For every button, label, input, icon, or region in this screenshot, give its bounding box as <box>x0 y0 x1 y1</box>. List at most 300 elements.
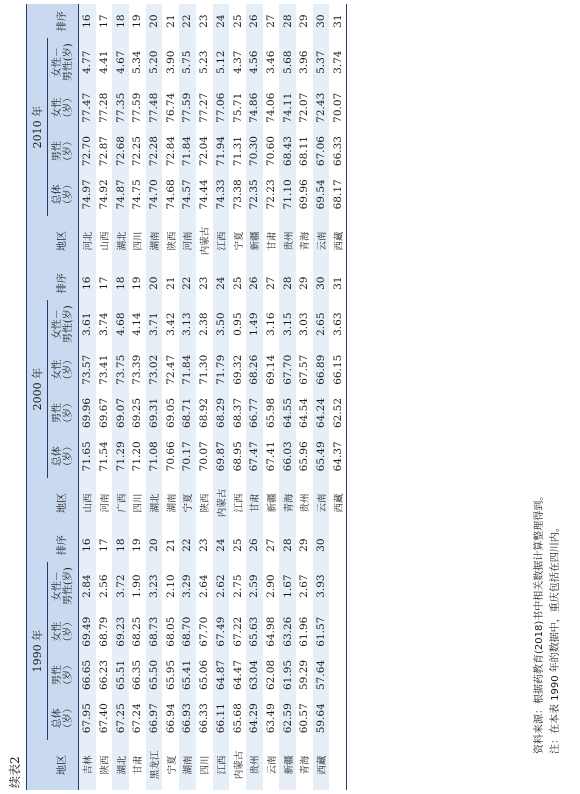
column-header: 男性 （岁） <box>48 653 79 696</box>
value-cell: 68.37 <box>231 397 244 429</box>
value-cell: 5.12 <box>213 38 230 86</box>
value-cell: 74.06 <box>264 92 277 123</box>
value-cell: 29 <box>298 14 311 28</box>
value-cell: 65.50 <box>146 653 163 696</box>
region-cell: 河北 <box>79 216 96 266</box>
value-cell: 62.08 <box>264 659 277 690</box>
value-cell: 69.54 <box>313 173 330 216</box>
column-header: 地区 <box>48 740 79 790</box>
value-cell: 2.75 <box>231 574 244 598</box>
year-group-title: 2010 年 <box>27 38 48 216</box>
value-cell: 71.10 <box>279 173 296 216</box>
value-cell: 18 <box>112 528 129 562</box>
value-cell: 70.07 <box>198 441 211 472</box>
region-cell: 湖南 <box>179 740 196 790</box>
value-cell: 3.13 <box>179 300 196 348</box>
column-header: 女性－ 男性(岁) <box>48 300 79 348</box>
value-cell: 69.31 <box>146 391 163 434</box>
column-header: 女性 （岁） <box>48 348 79 391</box>
value-cell: 1.49 <box>246 300 263 348</box>
value-cell: 4.14 <box>131 312 144 336</box>
table-row <box>313 4 330 790</box>
value-cell: 67.70 <box>279 348 296 391</box>
value-cell: 23 <box>198 276 211 290</box>
value-cell: 72.07 <box>298 92 311 123</box>
value-cell: 74.92 <box>98 179 111 210</box>
value-cell: 76.74 <box>164 92 177 123</box>
column-header: 地区 <box>48 478 79 528</box>
value-cell: 68.17 <box>331 179 344 210</box>
value-cell: 3.42 <box>164 312 177 336</box>
value-cell: 73.75 <box>112 348 129 391</box>
life-expectancy-table <box>26 4 347 790</box>
value-cell: 70.30 <box>246 129 263 172</box>
value-cell: 71.30 <box>198 354 211 385</box>
region-cell: 湖南 <box>166 493 178 513</box>
value-cell: 77.59 <box>179 86 196 129</box>
value-cell <box>329 653 346 696</box>
year-group-title: 1990 年 <box>27 562 48 740</box>
value-cell: 3.15 <box>279 300 296 348</box>
value-cell: 28 <box>279 4 296 38</box>
value-cell: 67.47 <box>246 435 263 478</box>
value-cell: 24 <box>213 266 230 300</box>
value-cell: 64.54 <box>298 397 311 429</box>
value-cell: 68.29 <box>213 391 230 434</box>
table-row <box>179 4 196 790</box>
value-cell: 67.25 <box>112 697 129 740</box>
region-cell: 贵州 <box>246 740 263 790</box>
value-cell: 74.44 <box>198 179 211 210</box>
region-cell: 甘肃 <box>266 231 278 251</box>
value-cell: 66.23 <box>98 659 111 690</box>
value-cell: 25 <box>231 538 244 552</box>
value-cell: 68.73 <box>146 610 163 653</box>
value-cell: 69.07 <box>112 391 129 434</box>
region-cell: 云南 <box>266 755 278 775</box>
value-cell: 69.96 <box>298 179 311 210</box>
value-cell: 68.92 <box>198 397 211 429</box>
value-cell: 67.57 <box>298 354 311 385</box>
value-cell: 71.31 <box>231 136 244 167</box>
value-cell: 73.02 <box>146 348 163 391</box>
value-cell: 66.94 <box>164 703 177 734</box>
region-cell: 山西 <box>79 478 96 528</box>
value-cell: 1.67 <box>279 562 296 610</box>
header-spacer <box>27 528 48 562</box>
value-cell: 2.64 <box>198 574 211 598</box>
table-row <box>162 4 179 790</box>
region-cell: 宁夏 <box>166 755 178 775</box>
value-cell: 2.67 <box>298 574 311 598</box>
value-cell: 64.37 <box>331 441 344 472</box>
region-cell <box>329 740 346 790</box>
region-cell: 广西 <box>112 478 129 528</box>
value-cell: 2.59 <box>246 562 263 610</box>
value-cell: 21 <box>164 14 177 28</box>
value-cell: 66.93 <box>179 697 196 740</box>
region-cell: 甘肃 <box>133 755 145 775</box>
value-cell: 4.68 <box>112 300 129 348</box>
value-cell: 74.11 <box>279 86 296 129</box>
column-header: 女性－ 男性(岁) <box>48 38 79 86</box>
header-row-columns <box>48 4 79 790</box>
value-cell: 62.52 <box>331 397 344 429</box>
value-cell: 70.17 <box>179 435 196 478</box>
region-cell: 新疆 <box>266 493 278 513</box>
region-cell: 云南 <box>313 478 330 528</box>
region-cell: 陕西 <box>100 755 112 775</box>
value-cell: 64.29 <box>246 697 263 740</box>
region-cell: 宁夏 <box>179 478 196 528</box>
value-cell: 3.74 <box>98 312 111 336</box>
value-cell: 69.14 <box>264 354 277 385</box>
value-cell: 3.03 <box>298 312 311 336</box>
value-cell: 63.49 <box>264 703 277 734</box>
value-cell: 70.07 <box>331 92 344 123</box>
table-row <box>129 4 146 790</box>
value-cell: 63.04 <box>246 653 263 696</box>
value-cell: 61.57 <box>313 610 330 653</box>
value-cell: 67.41 <box>264 441 277 472</box>
value-cell: 16 <box>79 4 96 38</box>
value-cell: 4.56 <box>246 38 263 86</box>
value-cell: 69.87 <box>213 435 230 478</box>
value-cell: 69.96 <box>79 391 96 434</box>
value-cell: 30 <box>313 4 330 38</box>
value-cell: 3.50 <box>213 300 230 348</box>
header-row-years <box>27 4 48 790</box>
value-cell: 66.89 <box>313 348 330 391</box>
region-cell: 西藏 <box>333 493 345 513</box>
value-cell: 71.29 <box>112 435 129 478</box>
value-cell: 28 <box>279 266 296 300</box>
value-cell: 66.35 <box>131 659 144 690</box>
value-cell: 22 <box>179 266 196 300</box>
column-header: 女性 （岁） <box>48 610 79 653</box>
value-cell: 24 <box>213 528 230 562</box>
region-cell: 四川 <box>200 755 212 775</box>
value-cell: 68.79 <box>98 616 111 647</box>
table-row <box>196 4 213 790</box>
value-cell: 72.04 <box>198 136 211 167</box>
value-cell: 2.38 <box>198 312 211 336</box>
value-cell: 68.05 <box>164 616 177 647</box>
value-cell: 0.95 <box>231 312 244 336</box>
value-cell: 74.86 <box>246 86 263 129</box>
value-cell: 72.23 <box>264 179 277 210</box>
region-cell: 贵州 <box>279 216 296 266</box>
region-cell: 吉林 <box>79 740 96 790</box>
value-cell: 4.37 <box>231 50 244 74</box>
header-spacer <box>27 266 48 300</box>
value-cell: 69.67 <box>98 397 111 429</box>
value-cell: 2.90 <box>264 574 277 598</box>
value-cell: 29 <box>298 538 311 552</box>
value-cell: 5.68 <box>279 38 296 86</box>
table-caption: 续表2 <box>8 756 22 788</box>
value-cell: 77.48 <box>146 86 163 129</box>
value-cell: 26 <box>246 266 263 300</box>
value-cell: 66.33 <box>198 703 211 734</box>
value-cell: 17 <box>98 14 111 28</box>
column-header: 排序 <box>48 4 79 38</box>
region-cell: 江西 <box>233 493 245 513</box>
value-cell: 73.39 <box>131 354 144 385</box>
table-row <box>246 4 263 790</box>
value-cell: 73.57 <box>79 348 96 391</box>
value-cell: 3.46 <box>264 50 277 74</box>
value-cell: 31 <box>331 14 344 28</box>
column-header: 女性－ 男性(岁) <box>48 562 79 610</box>
value-cell: 66.65 <box>79 653 96 696</box>
region-cell: 四川 <box>133 493 145 513</box>
region-cell: 四川 <box>133 231 145 251</box>
value-cell <box>329 610 346 653</box>
value-cell: 25 <box>231 14 244 28</box>
value-cell: 71.84 <box>179 129 196 172</box>
value-cell: 72.47 <box>164 354 177 385</box>
value-cell: 65.95 <box>164 659 177 690</box>
table-row <box>279 4 296 790</box>
value-cell: 71.20 <box>131 441 144 472</box>
region-cell: 青海 <box>279 478 296 528</box>
value-cell: 5.37 <box>313 38 330 86</box>
value-cell: 66.33 <box>331 136 344 167</box>
value-cell: 77.06 <box>213 86 230 129</box>
value-cell: 27 <box>264 276 277 290</box>
value-cell: 71.79 <box>213 348 230 391</box>
table-row <box>96 4 113 790</box>
region-cell: 江西 <box>213 740 230 790</box>
region-cell: 青海 <box>300 755 312 775</box>
region-cell: 河南 <box>179 216 196 266</box>
value-cell: 68.71 <box>179 391 196 434</box>
value-cell: 23 <box>198 538 211 552</box>
value-cell: 72.68 <box>112 129 129 172</box>
value-cell: 26 <box>246 528 263 562</box>
value-cell: 21 <box>164 538 177 552</box>
table-row <box>263 4 280 790</box>
footnote: 注：在本表 1990 年的数据中，重庆包括在四川内。 <box>550 522 561 754</box>
table-row <box>146 4 163 790</box>
value-cell: 59.29 <box>298 659 311 690</box>
value-cell: 19 <box>131 276 144 290</box>
value-cell: 71.08 <box>146 435 163 478</box>
value-cell: 71.94 <box>213 129 230 172</box>
value-cell: 65.63 <box>246 610 263 653</box>
value-cell: 69.25 <box>131 397 144 429</box>
value-cell: 69.05 <box>164 397 177 429</box>
value-cell: 73.41 <box>98 354 111 385</box>
region-cell: 云南 <box>313 216 330 266</box>
value-cell: 74.97 <box>79 173 96 216</box>
value-cell: 74.68 <box>164 179 177 210</box>
value-cell: 5.23 <box>198 50 211 74</box>
column-header: 男性 （岁） <box>48 391 79 434</box>
value-cell: 19 <box>131 538 144 552</box>
table-notes <box>532 491 564 754</box>
value-cell: 71.84 <box>179 348 196 391</box>
region-cell: 湖北 <box>146 478 163 528</box>
value-cell: 4.67 <box>112 38 129 86</box>
value-cell: 77.47 <box>79 86 96 129</box>
region-cell: 新疆 <box>279 740 296 790</box>
value-cell: 72.84 <box>164 136 177 167</box>
value-cell: 77.27 <box>198 92 211 123</box>
value-cell: 77.35 <box>112 86 129 129</box>
value-cell: 68.26 <box>246 348 263 391</box>
value-cell: 64.98 <box>264 616 277 647</box>
value-cell: 68.70 <box>179 610 196 653</box>
value-cell <box>329 697 346 740</box>
value-cell: 2.10 <box>164 574 177 598</box>
region-cell: 西藏 <box>333 231 345 251</box>
value-cell: 74.87 <box>112 173 129 216</box>
value-cell: 68.25 <box>131 616 144 647</box>
value-cell: 69.23 <box>112 610 129 653</box>
value-cell: 71.54 <box>98 441 111 472</box>
region-cell: 湖北 <box>112 740 129 790</box>
value-cell: 16 <box>79 528 96 562</box>
value-cell: 23 <box>198 14 211 28</box>
value-cell: 64.87 <box>213 653 230 696</box>
table-row <box>79 4 96 790</box>
region-cell: 宁夏 <box>233 231 245 251</box>
value-cell: 59.64 <box>313 697 330 740</box>
value-cell: 61.95 <box>279 653 296 696</box>
value-cell: 18 <box>112 266 129 300</box>
value-cell: 64.24 <box>313 391 330 434</box>
value-cell: 3.72 <box>112 562 129 610</box>
column-header: 排序 <box>48 266 79 300</box>
column-header: 总体 （岁） <box>48 435 79 478</box>
table-row <box>329 4 346 790</box>
value-cell: 22 <box>179 528 196 562</box>
value-cell: 77.59 <box>131 92 144 123</box>
value-cell: 61.96 <box>298 616 311 647</box>
column-header: 男性 （岁） <box>48 129 79 172</box>
region-cell: 新疆 <box>246 216 263 266</box>
region-cell: 内蒙古 <box>233 750 245 780</box>
value-cell: 57.64 <box>313 653 330 696</box>
value-cell: 74.70 <box>146 173 163 216</box>
value-cell: 29 <box>298 276 311 290</box>
value-cell: 2.56 <box>98 574 111 598</box>
region-cell: 黑龙江 <box>146 740 163 790</box>
value-cell: 1.90 <box>131 574 144 598</box>
value-cell: 65.49 <box>313 435 330 478</box>
value-cell: 27 <box>264 538 277 552</box>
value-cell: 71.65 <box>79 435 96 478</box>
value-cell: 68.43 <box>279 129 296 172</box>
region-cell: 内蒙古 <box>200 226 212 256</box>
value-cell: 17 <box>98 538 111 552</box>
value-cell: 3.63 <box>331 312 344 336</box>
value-cell: 3.71 <box>146 300 163 348</box>
value-cell: 19 <box>131 14 144 28</box>
value-cell: 62.59 <box>279 697 296 740</box>
value-cell: 66.11 <box>213 697 230 740</box>
header-spacer <box>27 740 48 790</box>
column-header: 地区 <box>48 216 79 266</box>
value-cell: 20 <box>146 266 163 300</box>
value-cell: 74.57 <box>179 173 196 216</box>
column-header: 总体 （岁） <box>48 697 79 740</box>
value-cell: 65.51 <box>112 653 129 696</box>
value-cell: 66.77 <box>246 391 263 434</box>
value-cell: 28 <box>279 528 296 562</box>
value-cell: 3.29 <box>179 562 196 610</box>
region-cell: 江西 <box>213 216 230 266</box>
value-cell: 5.20 <box>146 38 163 86</box>
value-cell: 3.23 <box>146 562 163 610</box>
value-cell: 69.32 <box>231 354 244 385</box>
value-cell <box>329 528 346 562</box>
value-cell: 67.95 <box>79 697 96 740</box>
header-spacer <box>27 478 48 528</box>
region-cell: 西藏 <box>313 740 330 790</box>
value-cell: 3.90 <box>164 50 177 74</box>
value-cell: 70.66 <box>164 441 177 472</box>
value-cell: 2.84 <box>79 562 96 610</box>
value-cell: 74.33 <box>213 173 230 216</box>
region-cell: 甘肃 <box>246 478 263 528</box>
value-cell: 26 <box>246 4 263 38</box>
region-cell: 内蒙古 <box>213 478 230 528</box>
value-cell: 68.95 <box>231 441 244 472</box>
value-cell: 72.28 <box>146 129 163 172</box>
value-cell: 67.06 <box>313 129 330 172</box>
value-cell: 72.25 <box>131 136 144 167</box>
value-cell: 22 <box>179 4 196 38</box>
value-cell: 67.40 <box>98 703 111 734</box>
value-cell: 69.49 <box>79 610 96 653</box>
value-cell: 73.38 <box>231 179 244 210</box>
region-cell: 山西 <box>100 231 112 251</box>
value-cell <box>329 562 346 610</box>
region-cell: 陕西 <box>166 231 178 251</box>
value-cell: 66.03 <box>279 435 296 478</box>
value-cell: 27 <box>264 14 277 28</box>
value-cell: 4.77 <box>79 38 96 86</box>
value-cell: 17 <box>98 276 111 290</box>
value-cell: 67.22 <box>231 616 244 647</box>
value-cell: 3.74 <box>331 50 344 74</box>
value-cell: 65.98 <box>264 397 277 429</box>
value-cell: 74.75 <box>131 179 144 210</box>
value-cell: 67.70 <box>198 616 211 647</box>
table-row <box>213 4 230 790</box>
value-cell: 64.55 <box>279 391 296 434</box>
value-cell: 24 <box>213 4 230 38</box>
value-cell: 31 <box>331 276 344 290</box>
region-cell: 河南 <box>100 493 112 513</box>
table-row <box>229 4 246 790</box>
value-cell: 30 <box>313 528 330 562</box>
value-cell: 63.26 <box>279 610 296 653</box>
value-cell: 18 <box>112 4 129 38</box>
value-cell: 3.96 <box>298 50 311 74</box>
table-row <box>112 4 129 790</box>
value-cell: 67.24 <box>131 703 144 734</box>
source-note: 资料来源：根据药教育(2018)书中相关数据计算整理得到。 <box>534 490 545 754</box>
value-cell: 66.97 <box>146 697 163 740</box>
region-cell: 陕西 <box>200 493 212 513</box>
table-row <box>296 4 313 790</box>
value-cell: 72.70 <box>79 129 96 172</box>
value-cell: 70.60 <box>264 136 277 167</box>
